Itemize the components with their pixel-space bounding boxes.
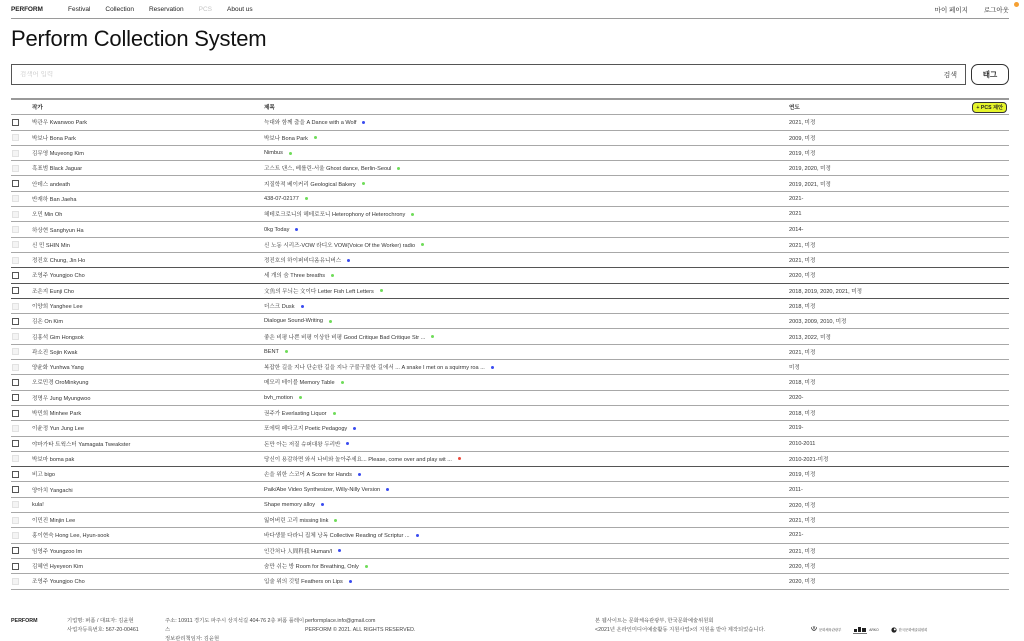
- row-checkbox[interactable]: [12, 425, 19, 432]
- table-row[interactable]: [11, 131, 1009, 146]
- row-checkbox[interactable]: [12, 547, 19, 554]
- title-cell[interactable]: [264, 271, 789, 279]
- status-dot-icon: [334, 519, 337, 522]
- title-text[interactable]: 신 노동 시리즈-VOW 라디오 VOW(Voice Of the Worker) radio: [264, 242, 416, 249]
- row-check-cell: [11, 241, 32, 248]
- year-cell: 2013, 2022, 미정: [789, 334, 831, 341]
- artist-cell[interactable]: 흑표범 Black Jaguar: [32, 166, 83, 173]
- row-check-cell: [11, 134, 32, 141]
- table-row[interactable]: [11, 222, 1009, 237]
- title-cell[interactable]: [264, 164, 789, 172]
- status-dot-icon: [321, 503, 324, 506]
- title-cell[interactable]: [264, 287, 789, 295]
- row-check-cell: [11, 180, 32, 187]
- title-text[interactable]: Nimbus: [264, 150, 283, 157]
- row-check-cell: [11, 211, 32, 218]
- title-text[interactable]: 헤테로크로니의 헤테로포니 Heterophony of Heterochrony: [264, 212, 406, 219]
- footer-brand: PERFORM: [11, 618, 38, 624]
- artist-cell[interactable]: 곽소진 Sojin Kwak: [32, 349, 78, 356]
- footer-support-line2: <2021년 온라인미디어예술활동 지원사업>의 지원을 받아 제작되었습니다.: [595, 627, 766, 633]
- footer-support-line1: 본 웹사이트는 문화체육관광부, 한국문화예술위원회: [595, 618, 714, 624]
- row-checkbox[interactable]: [12, 532, 19, 539]
- nav-pcs[interactable]: PCS: [198, 5, 213, 13]
- title-cell[interactable]: [264, 577, 789, 585]
- year-cell: 2021, 미정: [789, 258, 816, 265]
- notification-dot-icon: [1014, 2, 1019, 7]
- table-row[interactable]: [11, 452, 1009, 467]
- row-check-cell: [11, 410, 32, 417]
- title-text[interactable]: 박보나 Bona Park: [264, 135, 308, 142]
- row-checkbox[interactable]: [12, 333, 19, 340]
- row-checkbox[interactable]: [12, 471, 19, 478]
- artist-cell[interactable]: 하상현 Sanghyun Ha: [32, 227, 84, 234]
- mcst-logo-text: 문화체육관광부: [819, 627, 842, 632]
- year-cell: 2020-: [789, 394, 804, 401]
- title-cell[interactable]: [264, 395, 789, 401]
- title-cell[interactable]: [264, 210, 789, 218]
- footer-business-no: 사업자등록번호: 567-20-00461: [67, 627, 139, 633]
- title-cell[interactable]: [264, 547, 789, 555]
- row-checkbox[interactable]: [12, 486, 19, 493]
- title-text[interactable]: Dialogue Sound-Writing: [264, 318, 323, 325]
- footer-privacy: 정보관리책임자: 김윤현: [165, 636, 220, 641]
- status-dot-icon: [397, 167, 400, 170]
- row-check-cell: [11, 486, 32, 493]
- header-artist: 작가: [32, 105, 43, 112]
- artist-cell[interactable]: 비고 bigo: [32, 472, 55, 479]
- title-text[interactable]: 좋은 비평 나쁜 비평 이상한 비평 Good Critique Bad Critique Str ...: [264, 334, 426, 341]
- artist-cell[interactable]: 김온 On Kim: [32, 319, 64, 326]
- row-checkbox[interactable]: [12, 348, 19, 355]
- row-check-cell: [11, 547, 32, 554]
- status-dot-icon: [386, 488, 389, 491]
- header-action-cell: [963, 102, 1009, 113]
- status-dot-icon: [362, 182, 365, 185]
- artist-cell[interactable]: 반재하 Ban Jaeha: [32, 196, 77, 203]
- nav-festival[interactable]: Festival: [68, 5, 91, 13]
- search-input[interactable]: [20, 71, 937, 78]
- artist-cell[interactable]: 박민희 Minhee Park: [32, 411, 82, 418]
- row-check-cell: [11, 165, 32, 172]
- artist-cell[interactable]: 정진호 Chung, Jin Ho: [32, 258, 86, 265]
- arko-logo: [853, 626, 878, 635]
- table-row[interactable]: [11, 559, 1009, 574]
- year-cell: 2021-: [789, 195, 804, 202]
- title-text[interactable]: 메모리 테이블 Memory Table: [264, 380, 335, 387]
- table-row[interactable]: [11, 284, 1009, 299]
- my-page-link[interactable]: 마이 페이지: [934, 6, 968, 14]
- logout-link[interactable]: 로그아웃: [983, 6, 1009, 14]
- table-row[interactable]: [11, 391, 1009, 406]
- status-dot-icon: [299, 396, 302, 399]
- title-cell[interactable]: [264, 302, 789, 310]
- year-cell: 미정: [789, 365, 800, 372]
- status-dot-icon: [301, 305, 304, 308]
- footer-address: 주소: 10911 경기도 파주시 상지석길 404-76 2층 퍼폼 플레이스: [165, 618, 305, 633]
- year-cell: 2003, 2009, 2010, 미정: [789, 319, 847, 326]
- footer-email[interactable]: performplace.info@gmail.com: [305, 618, 376, 624]
- table-row[interactable]: [11, 238, 1009, 253]
- status-dot-icon: [458, 457, 461, 460]
- title-cell[interactable]: [264, 241, 789, 249]
- title-cell[interactable]: [264, 455, 789, 463]
- row-check-cell: [11, 394, 32, 401]
- artist-cell[interactable]: 김혜연 Hyeyeon Kim: [32, 564, 84, 571]
- year-cell: 2020, 미정: [789, 273, 816, 280]
- row-check-cell: [11, 272, 32, 279]
- year-cell: 2010-2021-미정: [789, 456, 829, 463]
- row-checkbox[interactable]: [12, 410, 19, 417]
- year-cell: 2014-: [789, 226, 804, 233]
- row-check-cell: [11, 578, 32, 585]
- status-dot-icon: [338, 549, 341, 552]
- pcs-proposal-button[interactable]: + PCS 제안: [972, 102, 1007, 113]
- title-cell[interactable]: [264, 256, 789, 264]
- row-checkbox[interactable]: [12, 501, 19, 508]
- artist-cell[interactable]: 홍이현숙 Hong Lee, Hyun-sook: [32, 533, 110, 540]
- title-cell[interactable]: [264, 502, 789, 508]
- status-dot-icon: [346, 442, 349, 445]
- row-check-cell: [11, 471, 32, 478]
- status-dot-icon: [431, 335, 434, 338]
- status-dot-icon: [380, 289, 383, 292]
- status-dot-icon: [347, 259, 350, 262]
- table-row[interactable]: [11, 498, 1009, 513]
- artist-cell[interactable]: 오민 Min Oh: [32, 212, 63, 219]
- row-check-cell: [11, 226, 32, 233]
- year-cell: 2021, 미정: [789, 548, 816, 555]
- artist-cell[interactable]: 이윤정 Yun Jung Lee: [32, 426, 84, 433]
- row-check-cell: [11, 119, 32, 126]
- status-dot-icon: [411, 213, 414, 216]
- collection-table: [11, 98, 1009, 590]
- arko-logo-text: ARKO: [869, 627, 879, 632]
- row-check-cell: [11, 318, 32, 325]
- table-row[interactable]: [11, 482, 1009, 497]
- arts-council-logo-text: 한국문화예술위원회: [898, 627, 928, 632]
- row-check-cell: [11, 257, 32, 264]
- status-dot-icon: [314, 136, 317, 139]
- row-checkbox[interactable]: [12, 440, 19, 447]
- artist-cell[interactable]: 박보마 boma pak: [32, 456, 75, 463]
- search-bar: [11, 64, 966, 85]
- table-row[interactable]: [11, 467, 1009, 482]
- artist-cell[interactable]: 김홍석 Gim Hongsok: [32, 334, 84, 341]
- title-text[interactable]: 손을 위한 스코어 A Score for Hands: [264, 472, 352, 479]
- title-cell[interactable]: [264, 531, 789, 539]
- nav-reservation[interactable]: Reservation: [148, 5, 184, 13]
- row-checkbox[interactable]: [12, 134, 19, 141]
- search-button[interactable]: 검색: [943, 71, 957, 79]
- artist-cell[interactable]: kula!: [32, 501, 44, 508]
- year-cell: 2021-: [789, 532, 804, 539]
- row-check-cell: [11, 440, 32, 447]
- title-text[interactable]: 숨만 쉬는 방 Room for Breathing, Only: [264, 564, 359, 571]
- table-row[interactable]: [11, 375, 1009, 390]
- year-cell: 2019, 미정: [789, 472, 816, 479]
- footer-company: 기업명: 퍼폼 / 대표자: 김윤현: [67, 618, 134, 624]
- title-cell[interactable]: [264, 134, 789, 142]
- row-checkbox[interactable]: [12, 364, 19, 371]
- row-checkbox[interactable]: [12, 211, 19, 218]
- year-cell: 2021, 미정: [789, 120, 816, 127]
- row-checkbox[interactable]: [12, 394, 19, 401]
- artist-cell[interactable]: 조영주 Youngjoo Cho: [32, 273, 85, 280]
- status-dot-icon: [365, 565, 368, 568]
- status-dot-icon: [358, 473, 361, 476]
- year-cell: 2018, 미정: [789, 380, 816, 387]
- status-dot-icon: [285, 350, 288, 353]
- row-check-cell: [11, 501, 32, 508]
- header-title: 제목: [264, 105, 275, 112]
- title-text[interactable]: 입술 위의 깃털 Feathers on Lips: [264, 579, 343, 586]
- table-row[interactable]: [11, 146, 1009, 161]
- table-row[interactable]: [11, 329, 1009, 344]
- table-row[interactable]: [11, 437, 1009, 452]
- status-dot-icon: [491, 366, 494, 369]
- row-checkbox[interactable]: [12, 195, 19, 202]
- table-row[interactable]: [11, 345, 1009, 360]
- nav-collection[interactable]: Collection: [105, 5, 134, 13]
- title-text[interactable]: 복잡한 길을 지나 단순한 길을 지나 구불구불한 길에서 ... A snake I met on a squirmy roa ...: [264, 365, 485, 372]
- row-checkbox[interactable]: [12, 241, 19, 248]
- title-cell[interactable]: [264, 150, 789, 156]
- title-text[interactable]: 돈만 아는 저질 슈퍼대왕 두리반: [264, 441, 341, 448]
- title-cell[interactable]: [264, 562, 789, 570]
- title-cell[interactable]: [264, 487, 789, 493]
- title-text[interactable]: bvh_motion: [264, 394, 293, 401]
- row-checkbox[interactable]: [12, 303, 19, 310]
- row-checkbox[interactable]: [12, 379, 19, 386]
- footer-contact: [305, 617, 595, 641]
- status-dot-icon: [416, 534, 419, 537]
- row-check-cell: [11, 425, 32, 432]
- mcst-logo: [811, 626, 841, 635]
- year-cell: 2018, 2019, 2020, 2021, 미정: [789, 288, 863, 295]
- year-cell: 2020, 미정: [789, 502, 816, 509]
- artist-cell[interactable]: 조은지 Eunji Cho: [32, 288, 75, 295]
- table-row[interactable]: [11, 207, 1009, 222]
- row-check-cell: [11, 150, 32, 157]
- title-text[interactable]: 정진호의 하이퍼비디옴유니버스: [264, 258, 342, 265]
- table-header: [11, 100, 1009, 115]
- row-check-cell: [11, 379, 32, 386]
- year-cell: 2021, 미정: [789, 349, 816, 356]
- row-checkbox[interactable]: [12, 455, 19, 462]
- artist-cell[interactable]: 박관우 Kwanwoo Park: [32, 120, 88, 127]
- year-cell: 2020, 미정: [789, 564, 816, 571]
- row-checkbox[interactable]: [12, 257, 19, 264]
- title-cell[interactable]: [264, 118, 789, 126]
- status-dot-icon: [331, 274, 334, 277]
- title-text[interactable]: 포에틱 페다고지 Poetic Pedagogy: [264, 426, 348, 433]
- footer: [11, 617, 1009, 641]
- title-cell[interactable]: [264, 516, 789, 524]
- artist-cell[interactable]: 이양희 Yanghee Lee: [32, 304, 83, 310]
- title-cell[interactable]: [264, 349, 789, 355]
- title-text[interactable]: 잃어버린 고리 missing link: [264, 518, 329, 525]
- row-check-cell: [11, 517, 32, 524]
- footer-address-info: [165, 617, 305, 641]
- row-checkbox[interactable]: [12, 150, 19, 157]
- year-cell: 2021, 미정: [789, 242, 816, 249]
- year-cell: 2019, 2020, 미정: [789, 166, 831, 173]
- table-row[interactable]: [11, 513, 1009, 528]
- artist-cell[interactable]: 김무영 Muyeong Kim: [32, 151, 84, 158]
- status-dot-icon: [349, 580, 352, 583]
- title-text[interactable]: Shape memory alloy: [264, 501, 315, 508]
- title-text[interactable]: 지질학적 베이커리 Geological Bakery: [264, 181, 356, 188]
- table-row[interactable]: [11, 176, 1009, 191]
- mcst-emblem-icon: [811, 626, 817, 634]
- row-checkbox[interactable]: [12, 517, 19, 524]
- title-cell[interactable]: [264, 470, 789, 478]
- table-row[interactable]: [11, 528, 1009, 543]
- page-title: Perform Collection System: [11, 26, 267, 51]
- year-cell: 2021, 미정: [789, 518, 816, 525]
- title-text[interactable]: 당신이 용감하면 와서 나비와 놀아주세요... Please, come over and play wit ...: [264, 456, 452, 463]
- year-cell: 2019-: [789, 425, 804, 432]
- table-row[interactable]: [11, 574, 1009, 589]
- row-checkbox[interactable]: [12, 318, 19, 325]
- title-text[interactable]: 권주가 Everlasting Liquor: [264, 411, 327, 418]
- artist-cell[interactable]: 이민진 Minjin Lee: [32, 518, 76, 525]
- row-check-cell: [11, 563, 32, 570]
- footer-logos: [811, 616, 927, 641]
- title-text[interactable]: 고스트 댄스, 베를린-서울 Ghost dance, Berlin-Seoul: [264, 166, 392, 173]
- footer-support: [595, 617, 801, 641]
- status-dot-icon: [305, 197, 308, 200]
- artist-cell[interactable]: 조영주 Youngjoo Cho: [32, 579, 85, 586]
- row-check-cell: [11, 364, 32, 371]
- row-checkbox[interactable]: [12, 226, 19, 233]
- title-cell[interactable]: [264, 180, 789, 188]
- year-cell: 2021: [789, 211, 802, 218]
- row-checkbox[interactable]: [12, 578, 19, 585]
- status-dot-icon: [421, 243, 424, 246]
- row-check-cell: [11, 303, 32, 310]
- arko-emblem-icon: [853, 627, 867, 634]
- status-dot-icon: [289, 152, 292, 155]
- year-cell: 2019, 2021, 미정: [789, 181, 831, 188]
- title-cell[interactable]: [264, 409, 789, 417]
- table-row[interactable]: [11, 268, 1009, 283]
- arts-council-emblem-icon: [891, 627, 897, 633]
- table-row[interactable]: [11, 161, 1009, 176]
- status-dot-icon: [341, 381, 344, 384]
- row-checkbox[interactable]: [12, 287, 19, 294]
- title-cell[interactable]: [264, 333, 789, 341]
- title-cell[interactable]: [264, 363, 789, 371]
- nav-about-us[interactable]: About us: [227, 5, 253, 13]
- artist-cell[interactable]: 정명우 Jung Myungwoo: [32, 395, 91, 402]
- title-cell[interactable]: [264, 318, 789, 324]
- year-cell: 2010-2011: [789, 440, 816, 447]
- table-row[interactable]: [11, 544, 1009, 559]
- table-row[interactable]: [11, 299, 1009, 314]
- user-menu: [935, 5, 1009, 14]
- artist-cell[interactable]: 안데스 andeath: [32, 181, 70, 188]
- title-cell[interactable]: [264, 227, 789, 233]
- title-cell[interactable]: [264, 440, 789, 448]
- row-check-cell: [11, 532, 32, 539]
- row-check-cell: [11, 348, 32, 355]
- year-cell: 2018, 미정: [789, 411, 816, 418]
- title-text[interactable]: 文魚의 무늬는 文이다 Letter Fish Left Letters: [264, 288, 374, 295]
- artist-cell[interactable]: 야마가타 트윅스터 Yamagata Tweakster: [32, 441, 131, 448]
- arts-council-logo: [891, 626, 928, 635]
- artist-cell[interactable]: 박보나 Bona Park: [32, 135, 76, 142]
- title-text[interactable]: BENT: [264, 348, 279, 355]
- status-dot-icon: [333, 412, 336, 415]
- tag-button[interactable]: 태그: [971, 64, 1009, 85]
- title-cell[interactable]: [264, 378, 789, 386]
- header-year: 연도: [789, 105, 800, 112]
- title-cell[interactable]: [264, 196, 789, 202]
- top-navigation: [11, 0, 1009, 19]
- year-cell: 2018, 미정: [789, 304, 816, 310]
- title-cell[interactable]: [264, 424, 789, 432]
- title-text[interactable]: 바다생물 다라니 집체 낭독 Collective Reading of Scriptur ...: [264, 533, 410, 540]
- artist-cell[interactable]: 양아치 Yangachi: [32, 487, 73, 494]
- status-dot-icon: [353, 427, 356, 430]
- status-dot-icon: [362, 121, 365, 124]
- row-check-cell: [11, 287, 32, 294]
- title-text[interactable]: 0kg Today: [264, 226, 290, 233]
- table-row[interactable]: [11, 115, 1009, 130]
- status-dot-icon: [295, 228, 298, 231]
- year-cell: 2009, 미정: [789, 135, 816, 142]
- artist-cell[interactable]: 임영주 Youngzoo Im: [32, 548, 83, 555]
- footer-company-info: [67, 617, 165, 641]
- table-row[interactable]: [11, 421, 1009, 436]
- row-checkbox[interactable]: [12, 165, 19, 172]
- row-checkbox[interactable]: [12, 272, 19, 279]
- year-cell: 2020, 미정: [789, 579, 816, 586]
- year-cell: 2011-: [789, 486, 803, 493]
- table-row[interactable]: [11, 192, 1009, 207]
- table-row[interactable]: [11, 360, 1009, 375]
- brand-logo[interactable]: PERFORM: [11, 5, 43, 13]
- table-row[interactable]: [11, 406, 1009, 421]
- row-check-cell: [11, 455, 32, 462]
- row-checkbox[interactable]: [12, 180, 19, 187]
- title-text[interactable]: 인간처나 人間科我 Human/I: [264, 548, 333, 555]
- artist-cell[interactable]: 양윤화 Yunhwa Yang: [32, 365, 84, 372]
- row-check-cell: [11, 195, 32, 202]
- status-dot-icon: [329, 320, 332, 323]
- title-text[interactable]: 438-07-02177: [264, 195, 299, 202]
- row-check-cell: [11, 333, 32, 340]
- artist-cell[interactable]: 오로민경 OroMinkyung: [32, 380, 89, 387]
- year-cell: 2019, 미정: [789, 151, 816, 158]
- row-checkbox[interactable]: [12, 563, 19, 570]
- footer-copyright: PERFORM © 2021. ALL RIGHTS RESERVED.: [305, 627, 416, 633]
- title-text[interactable]: Paik/Abe Video Synthesizer, Willy-Nilly Version: [264, 486, 381, 493]
- artist-cell[interactable]: 신 민 SHIN Min: [32, 242, 70, 249]
- title-text[interactable]: 세 개의 숨 Three breaths: [264, 273, 326, 280]
- row-checkbox[interactable]: [12, 119, 19, 126]
- title-text[interactable]: 더스크 Dusk: [264, 304, 295, 310]
- table-row[interactable]: [11, 253, 1009, 268]
- table-row[interactable]: [11, 314, 1009, 329]
- title-text[interactable]: 늑대와 함께 춤을 A Dance with a Wolf: [264, 120, 357, 127]
